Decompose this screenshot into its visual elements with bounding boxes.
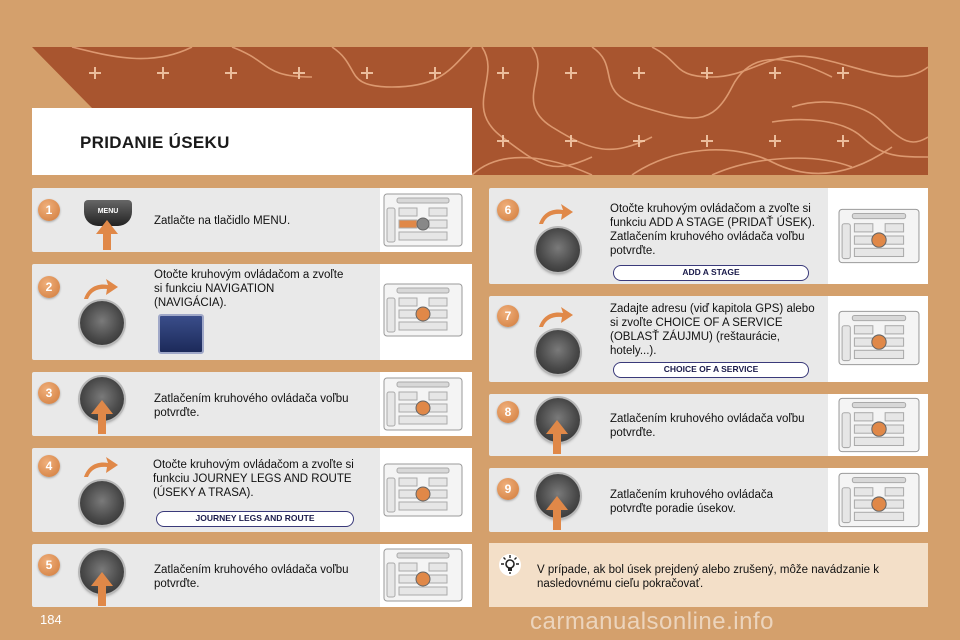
- rotary-knob-icon: [536, 228, 580, 272]
- step-number-badge: 5: [38, 554, 60, 576]
- step-3-text: Zatlačením kruhového ovládača voľbu potvrďte.: [154, 393, 349, 419]
- press-arrow-icon: [546, 420, 568, 454]
- radio-unit-illustration: [383, 377, 463, 431]
- step-number-badge: 2: [38, 276, 60, 298]
- step-number-badge: 9: [497, 478, 519, 500]
- rotate-arrow-icon: [537, 305, 573, 329]
- radio-unit-illustration: [383, 193, 463, 247]
- step-6-text: Otočte kruhovým ovládačom a zvoľte si funkciu ADD A STAGE (PRIDAŤ ÚSEK). Zatlačením kruhového ovládača voľbu potvrďte.: [610, 203, 815, 257]
- step-2-text: Otočte kruhovým ovládačom a zvoľte si funkciu NAVIGATION (NAVIGÁCIA).: [154, 269, 344, 309]
- step-9-text: Zatlačením kruhového ovládača potvrďte poradie úsekov.: [610, 489, 774, 515]
- radio-unit-illustration: [838, 309, 920, 367]
- step-1-text: Zatlačte na tlačidlo MENU.: [154, 215, 291, 227]
- press-arrow-icon: [91, 400, 113, 434]
- radio-unit-illustration: [383, 463, 463, 517]
- radio-unit-illustration: [838, 207, 920, 265]
- press-arrow-icon: [96, 220, 118, 250]
- step-4-text: Otočte kruhovým ovládačom a zvoľte si funkciu JOURNEY LEGS AND ROUTE (ÚSEKY A TRASA).: [153, 459, 354, 499]
- step-5-text: Zatlačením kruhového ovládača voľbu potvrďte.: [154, 564, 349, 590]
- menu-button-illustration: MENU: [84, 200, 132, 226]
- watermark: carmanualsonline.info: [530, 608, 774, 635]
- step-8-text: Zatlačením kruhového ovládača voľbu potvrďte.: [610, 413, 805, 439]
- step-number-badge: 6: [497, 199, 519, 221]
- radio-unit-illustration: [383, 283, 463, 337]
- radio-unit-illustration: [838, 397, 920, 453]
- radio-unit-illustration: [383, 548, 463, 602]
- title-tab-shape: [32, 47, 472, 108]
- lightbulb-icon: [498, 553, 522, 577]
- rotary-knob-icon: [80, 481, 124, 525]
- press-arrow-icon: [91, 572, 113, 606]
- rotate-arrow-icon: [82, 277, 118, 301]
- menu-option-pill: ADD A STAGE: [613, 265, 809, 281]
- radio-unit-illustration: [838, 472, 920, 528]
- step-number-badge: 8: [497, 401, 519, 423]
- rotary-knob-icon: [80, 301, 124, 345]
- page-number: 184: [40, 612, 62, 627]
- step-number-badge: 1: [38, 199, 60, 221]
- menu-option-pill: CHOICE OF A SERVICE: [613, 362, 809, 378]
- step-7-text: Zadajte adresu (viď kapitola GPS) alebo si zvoľte CHOICE OF A SERVICE (OBLASŤ ZÁUJMU) (reštaurácie, hotely...).: [610, 303, 815, 357]
- step-number-badge: 7: [497, 305, 519, 327]
- rotary-knob-icon: [536, 330, 580, 374]
- step-number-badge: 3: [38, 382, 60, 404]
- rotate-arrow-icon: [82, 455, 118, 479]
- rotate-arrow-icon: [537, 202, 573, 226]
- page-title: PRIDANIE ÚSEKU: [80, 133, 230, 152]
- menu-option-pill: JOURNEY LEGS AND ROUTE: [156, 511, 354, 527]
- press-arrow-icon: [546, 496, 568, 530]
- note-text: V prípade, ak bol úsek prejdený alebo zrušený, môže navádzanie k nasledovnému cieľu pokračovať.: [537, 564, 880, 590]
- navigation-icon: [158, 314, 204, 354]
- step-number-badge: 4: [38, 455, 60, 477]
